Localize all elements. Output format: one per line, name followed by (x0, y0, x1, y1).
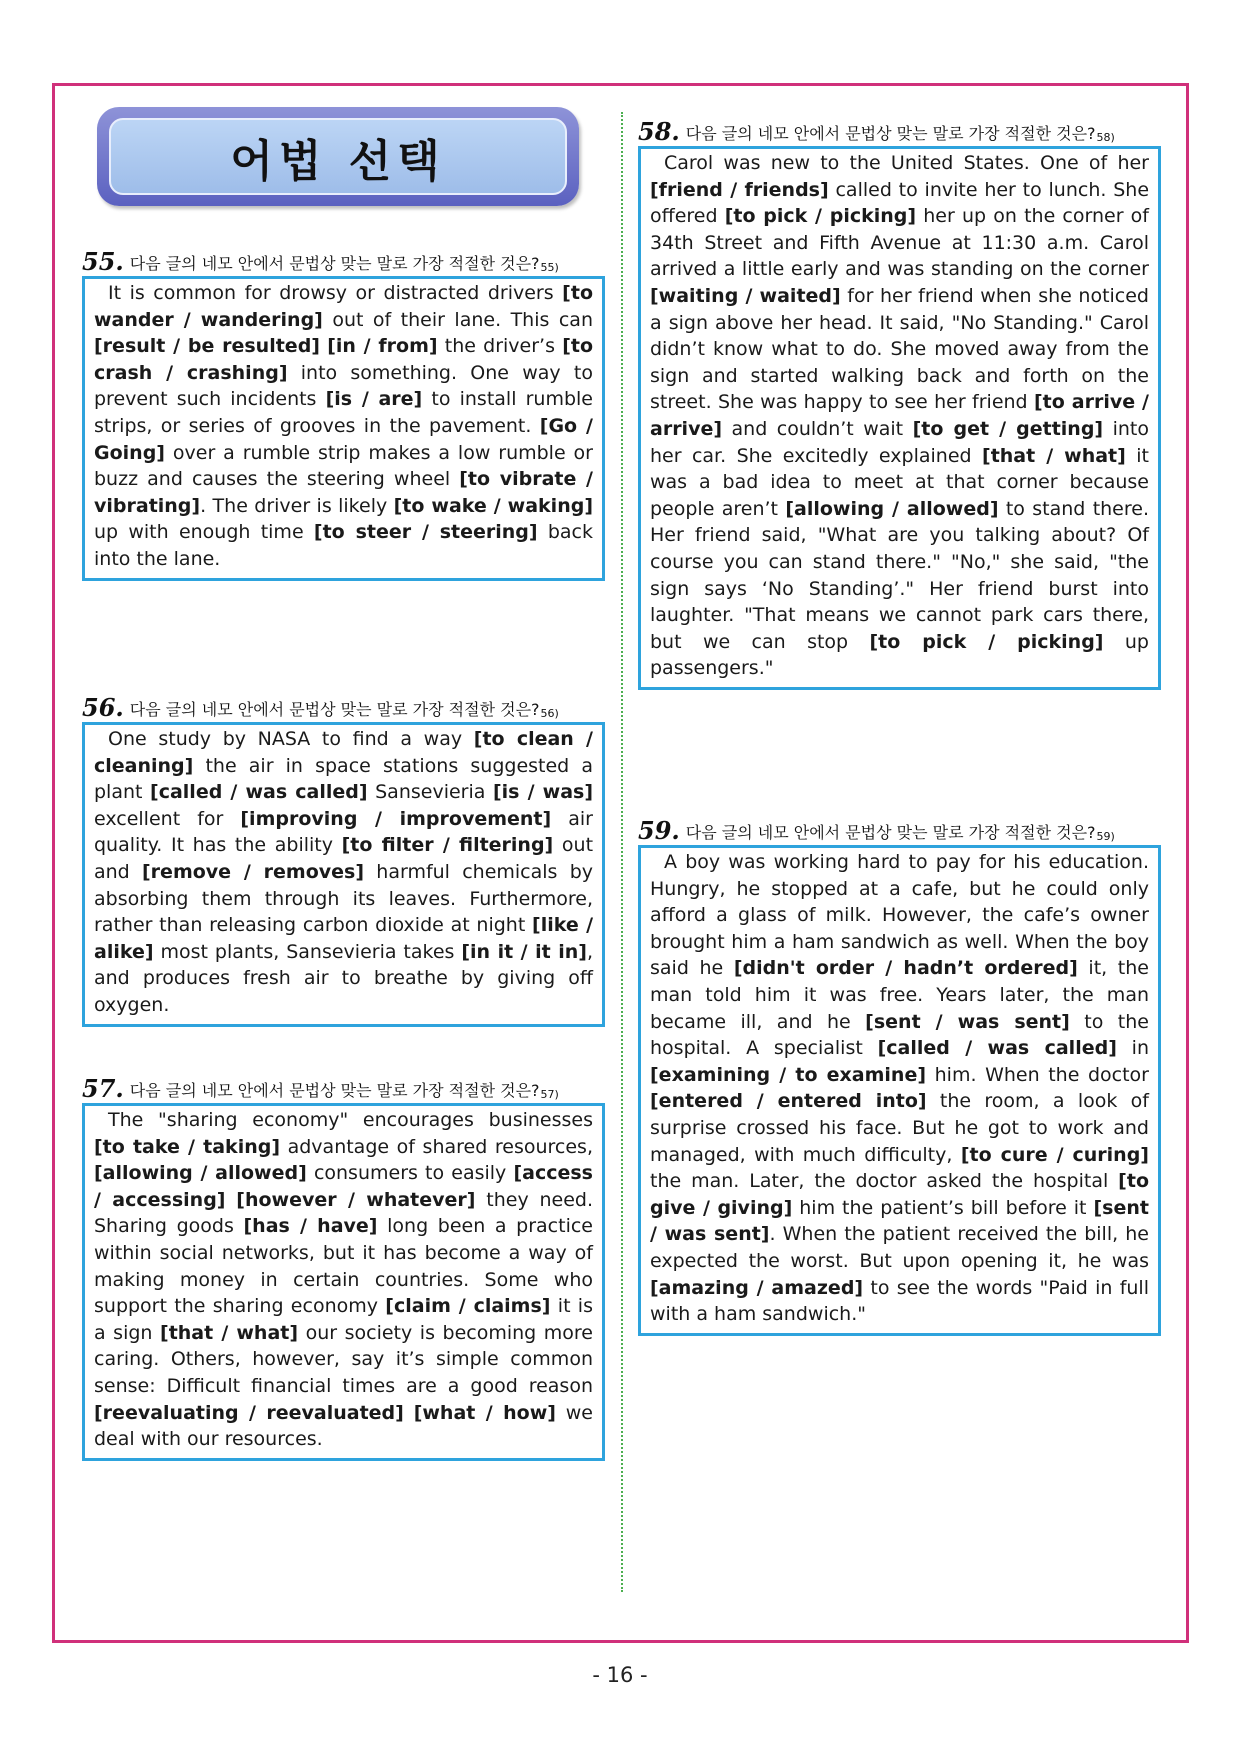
passage-text: advantage of shared resources, (280, 1135, 593, 1158)
grammar-choice: [however / whatever] (236, 1188, 476, 1211)
passage-text: . When the patient received the bill, he expected the worst. But upon opening it, he was (650, 1223, 1149, 1272)
passage-text: harmful chemicals by absorbing them through its leaves. Furthermore, rather than releasing carbon dioxide at night (94, 860, 593, 937)
question-56 (82, 690, 605, 1027)
column-divider (621, 112, 623, 1592)
section-title-inner (109, 118, 567, 195)
grammar-choice: [improving / improvement] (240, 807, 552, 830)
passage-text: Carol was new to the United States. One of her (664, 152, 1149, 174)
footnote-ref: 55) (540, 261, 559, 274)
grammar-choice: [didn't order / hadn’t ordered] (733, 957, 1078, 980)
passage-text: out and (94, 834, 594, 883)
passage-text: called to invite her to lunch. She offered (650, 178, 1150, 228)
grammar-choice: [to clean / cleaning] (94, 728, 593, 777)
question-57 (82, 1071, 605, 1461)
grammar-choice: [allowing / allowed] (94, 1162, 307, 1185)
question-header (638, 813, 1161, 843)
grammar-choice: [to arrive / arrive] (650, 391, 1149, 440)
section-title: 어법 선택 (230, 135, 446, 187)
grammar-choice: [to vibrate / vibrating] (94, 468, 593, 517)
footnote-ref: 58) (1096, 131, 1115, 144)
passage-text: the air in space stations suggested a plant (94, 754, 593, 804)
passage-text: to stand there. Her friend said, "What are you talking about? Of course you can stand there." "No," she said, "the sign says ‘No Standing’." Her friend burst into laughter. "That means we cannot park cars there, but we can stop (650, 497, 1149, 653)
grammar-choice: [to wander / wandering] (94, 282, 593, 331)
grammar-choice: [sent / was sent] (865, 1010, 1070, 1033)
passage-text: into something. One way to prevent such incidents (94, 361, 593, 411)
passage-text: they need. Sharing goods (94, 1188, 593, 1238)
passage-text: consumers to easily (306, 1162, 514, 1185)
grammar-choice: [that / what] (982, 444, 1126, 467)
passage-text: into her car. She excitedly explained (650, 417, 1149, 467)
grammar-choice: [to take / taking] (94, 1135, 281, 1158)
grammar-choice: [entered / entered into] (650, 1090, 927, 1113)
question-header (82, 1071, 605, 1101)
question-prompt: 다음 글의 네모 안에서 문법상 맞는 말로 가장 적절한 것은? (685, 823, 1096, 842)
passage-text: for her friend when she noticed a sign above her head. It said, "No Standing." Carol didn’t know what to do. She moved away from the sign and started walking back and forth on the street. She was happy to see her friend (650, 284, 1149, 414)
grammar-choice: [in / from] (327, 335, 438, 358)
question-number: 55. (82, 247, 124, 276)
grammar-choice: [sent / was sent] (650, 1196, 1149, 1246)
question-number: 56. (82, 693, 124, 722)
grammar-choice: [to cure / curing] (960, 1143, 1149, 1166)
grammar-choice: [to pick / picking] (869, 630, 1104, 653)
passage-text: and couldn’t wait (722, 417, 913, 440)
passage-box (82, 1103, 605, 1461)
grammar-choice: [result / be resulted] (94, 335, 320, 358)
grammar-choice: [amazing / amazed] (650, 1276, 864, 1299)
question-55 (82, 244, 605, 581)
passage-text: her up on the corner of 34th Street and Fifth Avenue at 11:30 a.m. Carol arrived a little early and was standing on the corner (650, 205, 1150, 281)
passage-text: to install rumble strips, or series of grooves in the pavement. (94, 388, 593, 437)
grammar-choice: [what / how] (413, 1401, 556, 1424)
footnote-ref: 57) (540, 1088, 559, 1101)
grammar-choice: [remove / removes] (142, 860, 365, 883)
question-59 (638, 813, 1161, 1336)
passage-text: to see the words "Paid in full with a ham sandwich." (650, 1276, 1149, 1326)
grammar-choice: [waiting / waited] (650, 284, 841, 307)
section-title-banner (97, 107, 579, 206)
passage-text: the room, a look of surprise crossed his face. But he got to work and managed, with much difficulty, (650, 1090, 1149, 1166)
grammar-choice: [to crash / crashing] (94, 335, 594, 384)
grammar-choice: [is / was] (492, 781, 594, 804)
grammar-choice: [in it / it in] (461, 940, 587, 963)
passage-text: to the hospital. A specialist (650, 1010, 1149, 1060)
question-58 (638, 114, 1161, 690)
footnote-ref: 59) (1096, 830, 1115, 843)
grammar-choice: [called / was called] (150, 781, 368, 804)
grammar-choice: [to give / giving] (650, 1170, 1149, 1219)
passage-text: long been a practice within social networks, but it has become a way of making money in certain countries. Some who support the sharing economy (94, 1215, 593, 1318)
passage-text: the driver’s (437, 335, 563, 358)
grammar-choice: [access / accessing] (94, 1162, 593, 1211)
passage-text (225, 1189, 236, 1211)
grammar-choice: [is / are] (325, 388, 423, 411)
passage-text: the man. Later, the doctor asked the hospital (650, 1170, 1119, 1193)
passage-text: up with enough time (94, 521, 314, 544)
passage-text: we deal with our resources. (94, 1401, 594, 1451)
passage-text: our society is becoming more caring. Others, however, say it’s simple common sense: Difficult financial times are a good reason (94, 1321, 593, 1397)
passage-box (82, 276, 605, 581)
grammar-choice: [examining / to examine] (650, 1063, 927, 1086)
grammar-choice: [called / was called] (877, 1037, 1117, 1060)
passage-text: . The driver is likely (200, 494, 394, 517)
question-number: 57. (82, 1074, 124, 1103)
passage-text: up passengers." (650, 630, 1149, 680)
question-prompt: 다음 글의 네모 안에서 문법상 맞는 말로 가장 적절한 것은? (129, 254, 540, 273)
passage-box (638, 146, 1161, 690)
passage-text: it was a bad idea to meet at that corner because people aren’t (650, 444, 1149, 520)
question-header (638, 114, 1161, 144)
passage-text: in (1116, 1037, 1149, 1060)
passage-text: Sansevieria (367, 781, 493, 804)
grammar-choice: [to get / getting] (912, 417, 1104, 440)
passage-text: him. When the doctor (926, 1063, 1149, 1086)
passage-text: it, the man told him it was free. Years later, the man became ill, and he (650, 957, 1149, 1033)
question-number: 59. (638, 816, 680, 845)
passage-text: out of their lane. This can (322, 308, 593, 331)
grammar-choice: [has / have] (243, 1215, 378, 1238)
passage-text: air quality. It has the ability (94, 807, 593, 857)
question-number: 58. (638, 117, 680, 146)
passage-text: A boy was working hard to pay for his education. Hungry, he stopped at a cafe, but he could only afford a glass of milk. However, the cafe’s owner brought him a ham sandwich as well. When the boy said he (650, 851, 1149, 980)
grammar-choice: [that / what] (160, 1321, 299, 1344)
passage-text: It is common for drowsy or distracted drivers (108, 282, 563, 304)
passage-text: excellent for (94, 807, 241, 830)
grammar-choice: [reevaluating / reevaluated] (94, 1401, 404, 1424)
grammar-choice: [claim / claims] (385, 1295, 551, 1318)
passage-text: him the patient’s bill before it (792, 1196, 1094, 1219)
grammar-choice: [to filter / filtering] (341, 834, 554, 857)
grammar-choice: [to steer / steering] (313, 521, 538, 544)
passage-box (82, 722, 605, 1027)
passage-text: The "sharing economy" encourages businesses (108, 1109, 593, 1131)
passage-text: over a rumble strip makes a low rumble or buzz and causes the steering wheel (94, 441, 593, 491)
passage-text: , and produces fresh air to breathe by giving off oxygen. (94, 940, 593, 1016)
grammar-choice: [friend / friends] (650, 178, 829, 201)
grammar-choice: [to pick / picking] (724, 205, 917, 228)
question-header (82, 690, 605, 720)
question-header (82, 244, 605, 274)
passage-text: One study by NASA to find a way (108, 728, 474, 750)
passage-text (404, 1402, 414, 1424)
passage-text: it is a sign (94, 1295, 593, 1344)
question-prompt: 다음 글의 네모 안에서 문법상 맞는 말로 가장 적절한 것은? (129, 1081, 540, 1100)
grammar-choice: [to wake / waking] (393, 494, 594, 517)
footnote-ref: 56) (540, 707, 559, 720)
page-number: - 16 - (592, 1663, 648, 1687)
passage-text: most plants, Sansevieria takes (153, 940, 462, 963)
passage-box (638, 845, 1161, 1336)
grammar-choice: [Go / Going] (94, 414, 593, 464)
passage-text: back into the lane. (94, 521, 593, 570)
question-prompt: 다음 글의 네모 안에서 문법상 맞는 말로 가장 적절한 것은? (685, 124, 1096, 143)
grammar-choice: [like / alike] (94, 914, 594, 963)
grammar-choice: [allowing / allowed] (785, 497, 999, 520)
question-prompt: 다음 글의 네모 안에서 문법상 맞는 말로 가장 적절한 것은? (129, 700, 540, 719)
